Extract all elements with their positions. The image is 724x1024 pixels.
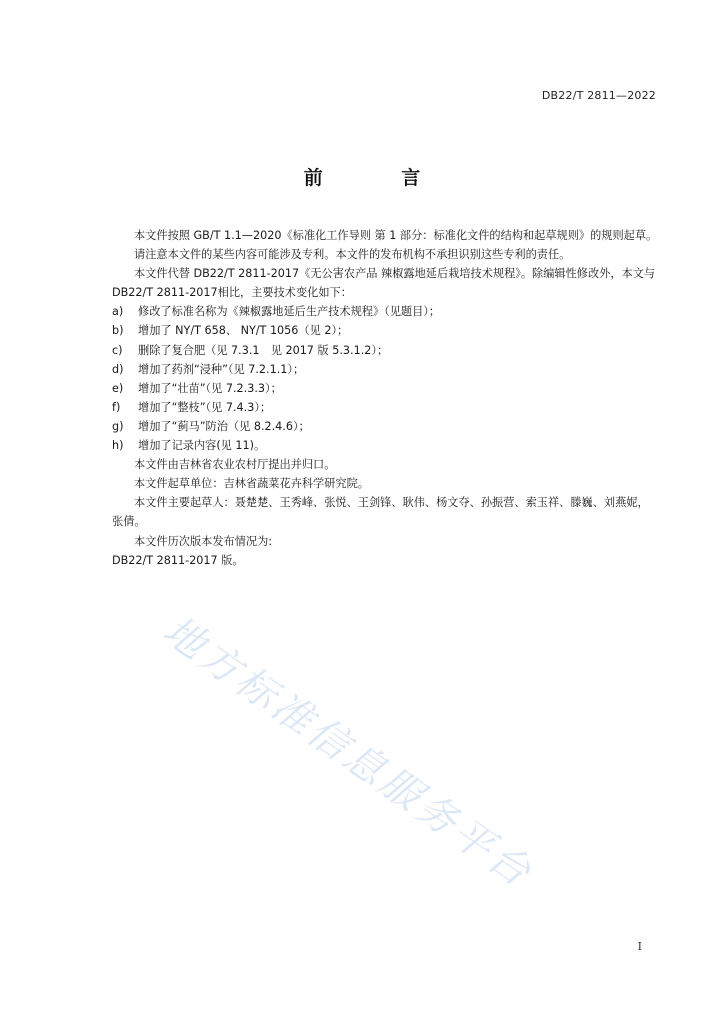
list-item-text: 增加了记录内容(见 11)。 bbox=[138, 439, 266, 453]
list-item-mark: f) bbox=[112, 400, 121, 414]
list-item-text: 增加了“蓟马”防治（见 8.2.4.6）； bbox=[138, 419, 310, 433]
list-item bbox=[112, 302, 658, 321]
watermark: 地方标准信息服务平台 bbox=[154, 607, 542, 898]
list-item bbox=[112, 379, 658, 398]
page-title: 前 言 bbox=[303, 167, 457, 189]
list-item-text: 增加了“整枝”（见 7.4.3）； bbox=[138, 400, 272, 414]
list-item-text: 增加了“壮苗”（见 7.2.3.3）； bbox=[138, 381, 282, 395]
list-item bbox=[112, 436, 658, 455]
list-item-mark: c) bbox=[112, 343, 123, 357]
paragraph-drafting-unit: 本文件起草单位：吉林省蔬菜花卉科学研究院。 bbox=[134, 477, 369, 491]
list-item-mark: b) bbox=[112, 324, 124, 338]
paragraph-history-label: 本文件历次版本发布情况为: bbox=[134, 534, 273, 548]
paragraph-proposer: 本文件由吉林省农业农村厅提出并归口。 bbox=[134, 458, 336, 472]
list-item bbox=[112, 417, 658, 436]
list-item bbox=[112, 321, 658, 340]
list-item-mark: e) bbox=[112, 381, 124, 395]
paragraph-drafting-rules: 本文件按照 GB/T 1.1—2020《标准化工作导则 第 1 部分：标准化文件的结构和起草规则》的规则起草。 bbox=[134, 229, 658, 242]
list-item bbox=[112, 341, 658, 360]
list-item-text: 增加了药剂“浸种”（见 7.2.1.1）； bbox=[138, 362, 305, 376]
standard-code: DB22/T 2811—2022 bbox=[541, 89, 656, 102]
list-item-text: 修改了标准名称为《辣椒露地延后生产技术规程》（见题目）； bbox=[138, 305, 441, 319]
paragraph-drafters: 本文件主要起草人：聂楚楚、王秀峰、张悦、王剑锋、耿伟、杨文夺、孙振营、索玉祥、滕巍、刘燕妮，张倩。 bbox=[112, 496, 649, 529]
list-item-text: 删除了复合肥（见 7.3.1 见 2017 版 5.3.1.2）； bbox=[138, 343, 389, 357]
page-number: I bbox=[637, 940, 642, 953]
paragraph-history-value: DB22/T 2811-2017 版。 bbox=[112, 553, 244, 567]
paragraph-replacement: 本文件代替 DB22/T 2811-2017《无公害农产品 辣椒露地延后栽培技术规程》。除编辑性修改外，本文与 DB22/T 2811-2017相比，主要技术变化如下： bbox=[112, 267, 656, 300]
list-item-mark: h) bbox=[112, 439, 124, 453]
paragraph-patent-notice: 请注意本文件的某些内容可能涉及专利。本文件的发布机构不承担识别这些专利的责任。 bbox=[134, 248, 571, 262]
list-item bbox=[112, 398, 658, 417]
list-item-mark: d) bbox=[112, 362, 124, 376]
list-item-text: 增加了 NY/T 658、 NY/T 1056（见 2）； bbox=[138, 324, 349, 338]
foreword-body bbox=[112, 226, 658, 570]
list-item-mark: g) bbox=[112, 419, 124, 433]
list-item bbox=[112, 360, 658, 379]
changes-list bbox=[112, 302, 658, 455]
list-item-mark: a) bbox=[112, 305, 124, 319]
